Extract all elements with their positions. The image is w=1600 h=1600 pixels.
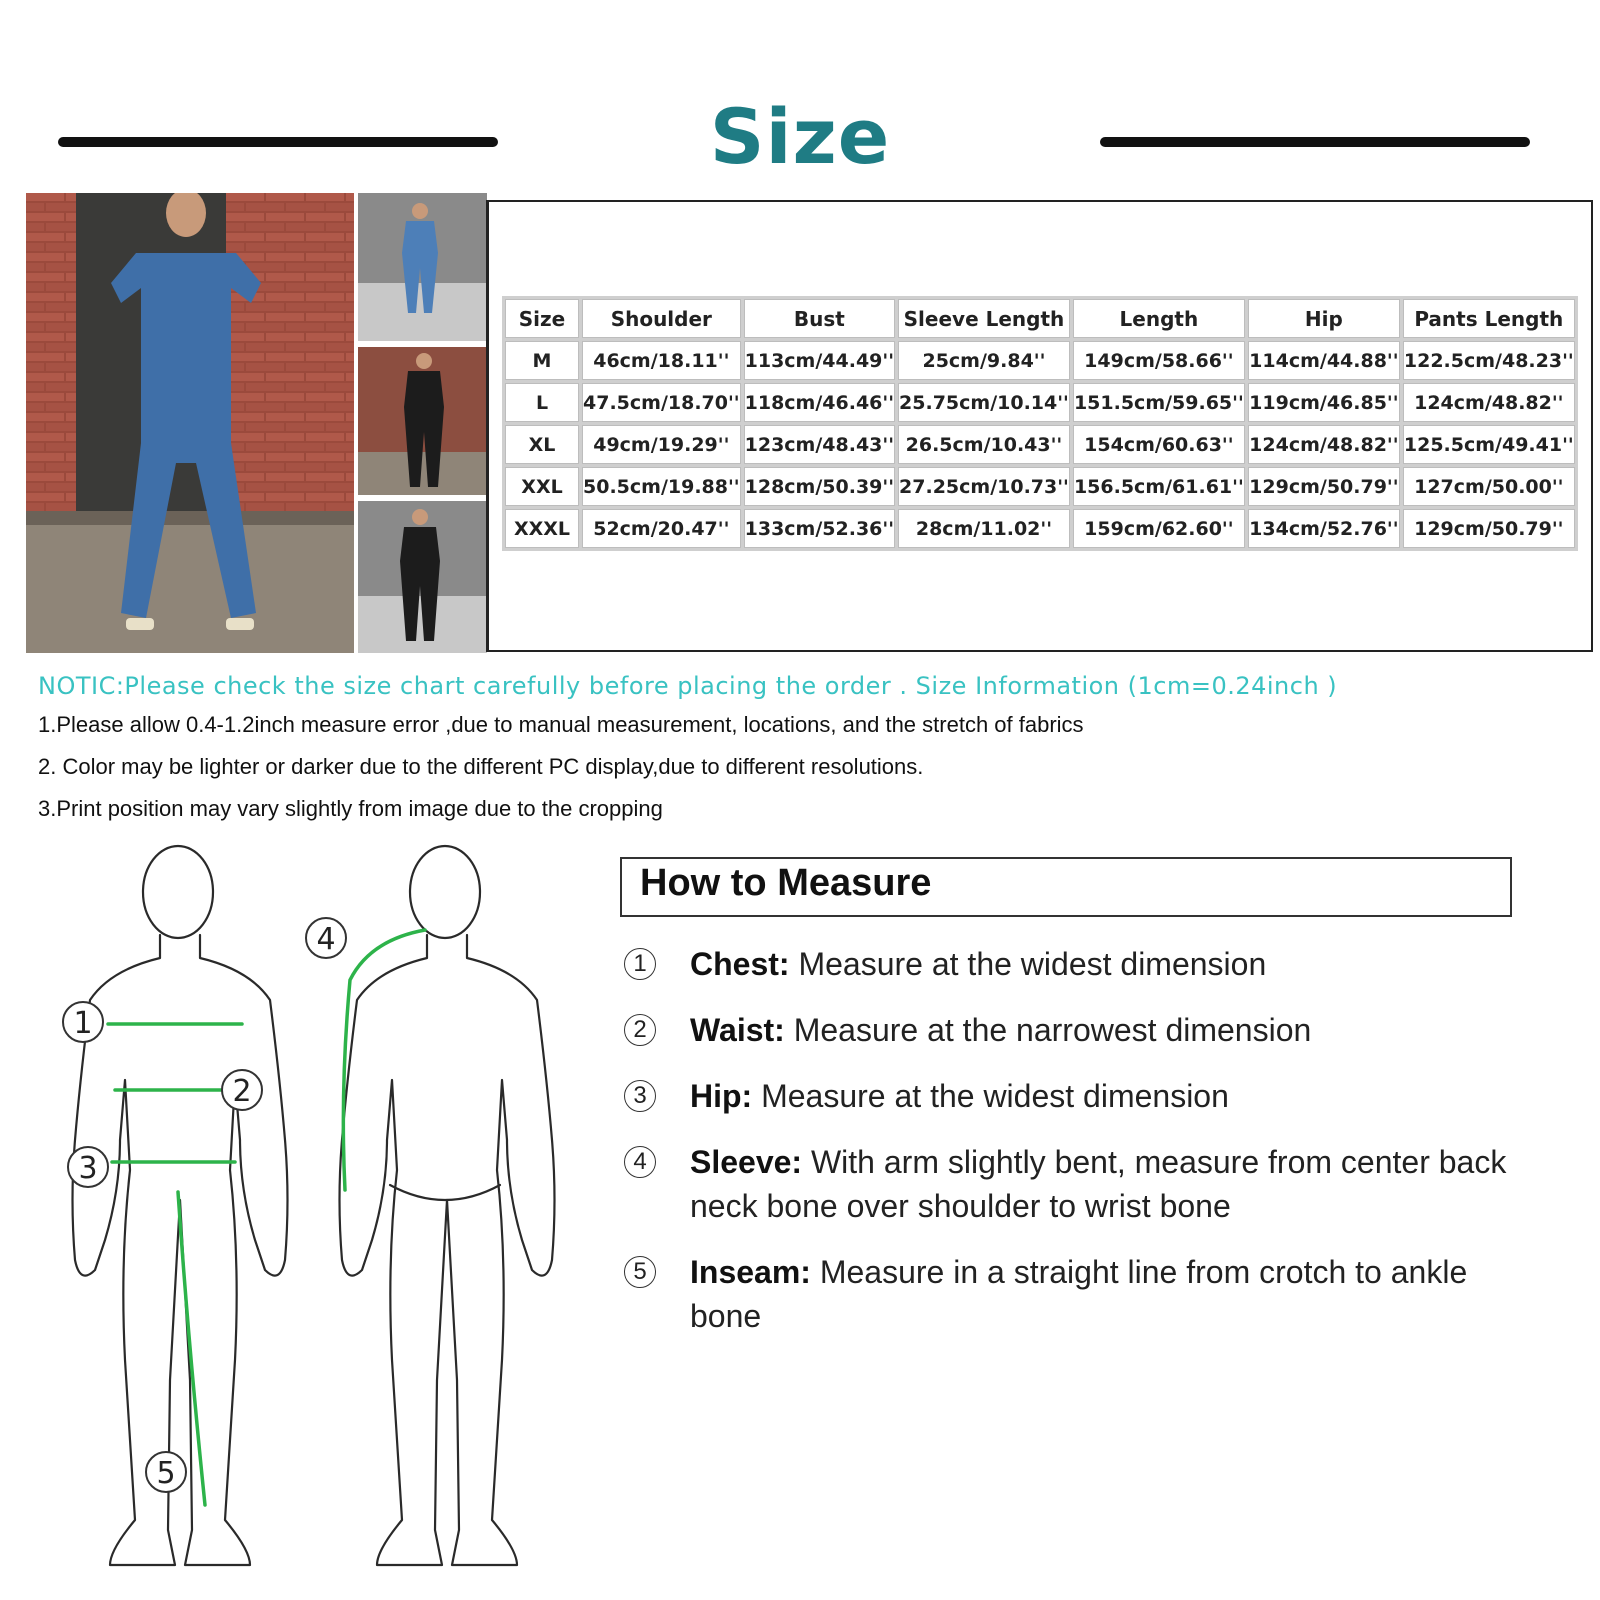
step-label: Hip:	[690, 1078, 753, 1114]
cell-hip: 134cm/52.76''	[1248, 509, 1400, 548]
svg-text:2: 2	[232, 1074, 252, 1109]
note-item: 1.Please allow 0.4-1.2inch measure error ,due to manual measurement, locations, and the stretch of fabrics	[38, 712, 1084, 737]
table-row	[505, 425, 1575, 464]
svg-text:5: 5	[156, 1456, 176, 1491]
cell-length: 154cm/60.63''	[1073, 425, 1245, 464]
cell-length: 149cm/58.66''	[1073, 341, 1245, 380]
notice-text: NOTIC:Please check the size chart carefully before placing the order . Size Information (1cm=0.24inch )	[38, 672, 1338, 700]
cell-shoulder: 46cm/18.11''	[582, 341, 741, 380]
step-text: Measure at the widest dimension	[789, 946, 1267, 982]
body-measure-diagram	[50, 840, 570, 1580]
step-label: Chest:	[690, 946, 790, 982]
note-item: 2. Color may be lighter or darker due to the different PC display,due to different resolutions.	[38, 754, 924, 779]
sleeve-measure-line	[343, 930, 425, 1190]
cell-pants-length: 127cm/50.00''	[1403, 467, 1575, 506]
size-table	[502, 296, 1578, 551]
cell-pants-length: 129cm/50.79''	[1403, 509, 1575, 548]
cell-hip: 124cm/48.82''	[1248, 425, 1400, 464]
table-row	[505, 467, 1575, 506]
column-header-length: Length	[1073, 299, 1245, 338]
marker-4	[306, 918, 346, 958]
cell-size: M	[505, 341, 579, 380]
cell-pants-length: 122.5cm/48.23''	[1403, 341, 1575, 380]
step-number: 4	[624, 1146, 656, 1178]
step-label: Waist:	[690, 1012, 785, 1048]
column-header-pants-length: Pants Length	[1403, 299, 1575, 338]
table-header-row	[505, 299, 1575, 338]
marker-2	[222, 1070, 262, 1110]
cell-shoulder: 47.5cm/18.70''	[582, 383, 741, 422]
step-label: Inseam:	[690, 1254, 811, 1290]
cell-length: 151.5cm/59.65''	[1073, 383, 1245, 422]
cell-sleeve-length: 26.5cm/10.43''	[898, 425, 1070, 464]
step-text: Measure in a straight line from crotch to ankle bone	[690, 1254, 1468, 1334]
cell-size: XXXL	[505, 509, 579, 548]
cell-shoulder: 52cm/20.47''	[582, 509, 741, 548]
marker-3	[68, 1147, 108, 1187]
cell-size: XXL	[505, 467, 579, 506]
svg-text:4: 4	[316, 922, 336, 957]
column-header-shoulder: Shoulder	[582, 299, 741, 338]
step-number: 3	[624, 1080, 656, 1112]
cell-bust: 123cm/48.43''	[744, 425, 895, 464]
column-header-sleeve-length: Sleeve Length	[898, 299, 1070, 338]
svg-text:3: 3	[78, 1151, 98, 1186]
cell-bust: 113cm/44.49''	[744, 341, 895, 380]
cell-hip: 119cm/46.85''	[1248, 383, 1400, 422]
marker-5	[146, 1452, 186, 1492]
step-label: Sleeve:	[690, 1144, 803, 1180]
step-text: With arm slightly bent, measure from center back neck bone over shoulder to wrist bone	[690, 1144, 1507, 1224]
cell-sleeve-length: 25cm/9.84''	[898, 341, 1070, 380]
column-header-hip: Hip	[1248, 299, 1400, 338]
cell-sleeve-length: 27.25cm/10.73''	[898, 467, 1070, 506]
cell-bust: 118cm/46.46''	[744, 383, 895, 422]
cell-sleeve-length: 25.75cm/10.14''	[898, 383, 1070, 422]
column-header-bust: Bust	[744, 299, 895, 338]
cell-length: 159cm/62.60''	[1073, 509, 1245, 548]
cell-pants-length: 125.5cm/49.41''	[1403, 425, 1575, 464]
cell-size: L	[505, 383, 579, 422]
cell-size: XL	[505, 425, 579, 464]
step-number: 2	[624, 1014, 656, 1046]
title-rule-right	[1100, 137, 1530, 147]
note-item: 3.Print position may vary slightly from image due to the cropping	[38, 796, 663, 821]
cell-length: 156.5cm/61.61''	[1073, 467, 1245, 506]
cell-hip: 129cm/50.79''	[1248, 467, 1400, 506]
title-rule-left	[58, 137, 498, 147]
table-row	[505, 383, 1575, 422]
column-header-size: Size	[505, 299, 579, 338]
product-photo-thumb-2	[358, 347, 487, 495]
cell-bust: 128cm/50.39''	[744, 467, 895, 506]
cell-bust: 133cm/52.36''	[744, 509, 895, 548]
cell-shoulder: 50.5cm/19.88''	[582, 467, 741, 506]
product-photo-thumb-3	[358, 501, 487, 653]
how-to-measure-title: How to Measure	[640, 862, 932, 904]
cell-sleeve-length: 28cm/11.02''	[898, 509, 1070, 548]
step-number: 5	[624, 1256, 656, 1288]
step-number: 1	[624, 948, 656, 980]
step-text: Measure at the widest dimension	[752, 1078, 1229, 1114]
cell-hip: 114cm/44.88''	[1248, 341, 1400, 380]
step-text: Measure at the narrowest dimension	[784, 1012, 1312, 1048]
cell-pants-length: 124cm/48.82''	[1403, 383, 1575, 422]
product-photo-thumb-1	[358, 193, 487, 341]
page-title: Size	[709, 92, 891, 181]
svg-text:1: 1	[73, 1006, 93, 1041]
table-row	[505, 509, 1575, 548]
table-row	[505, 341, 1575, 380]
marker-1	[63, 1002, 103, 1042]
cell-shoulder: 49cm/19.29''	[582, 425, 741, 464]
product-photo-main	[26, 193, 354, 653]
